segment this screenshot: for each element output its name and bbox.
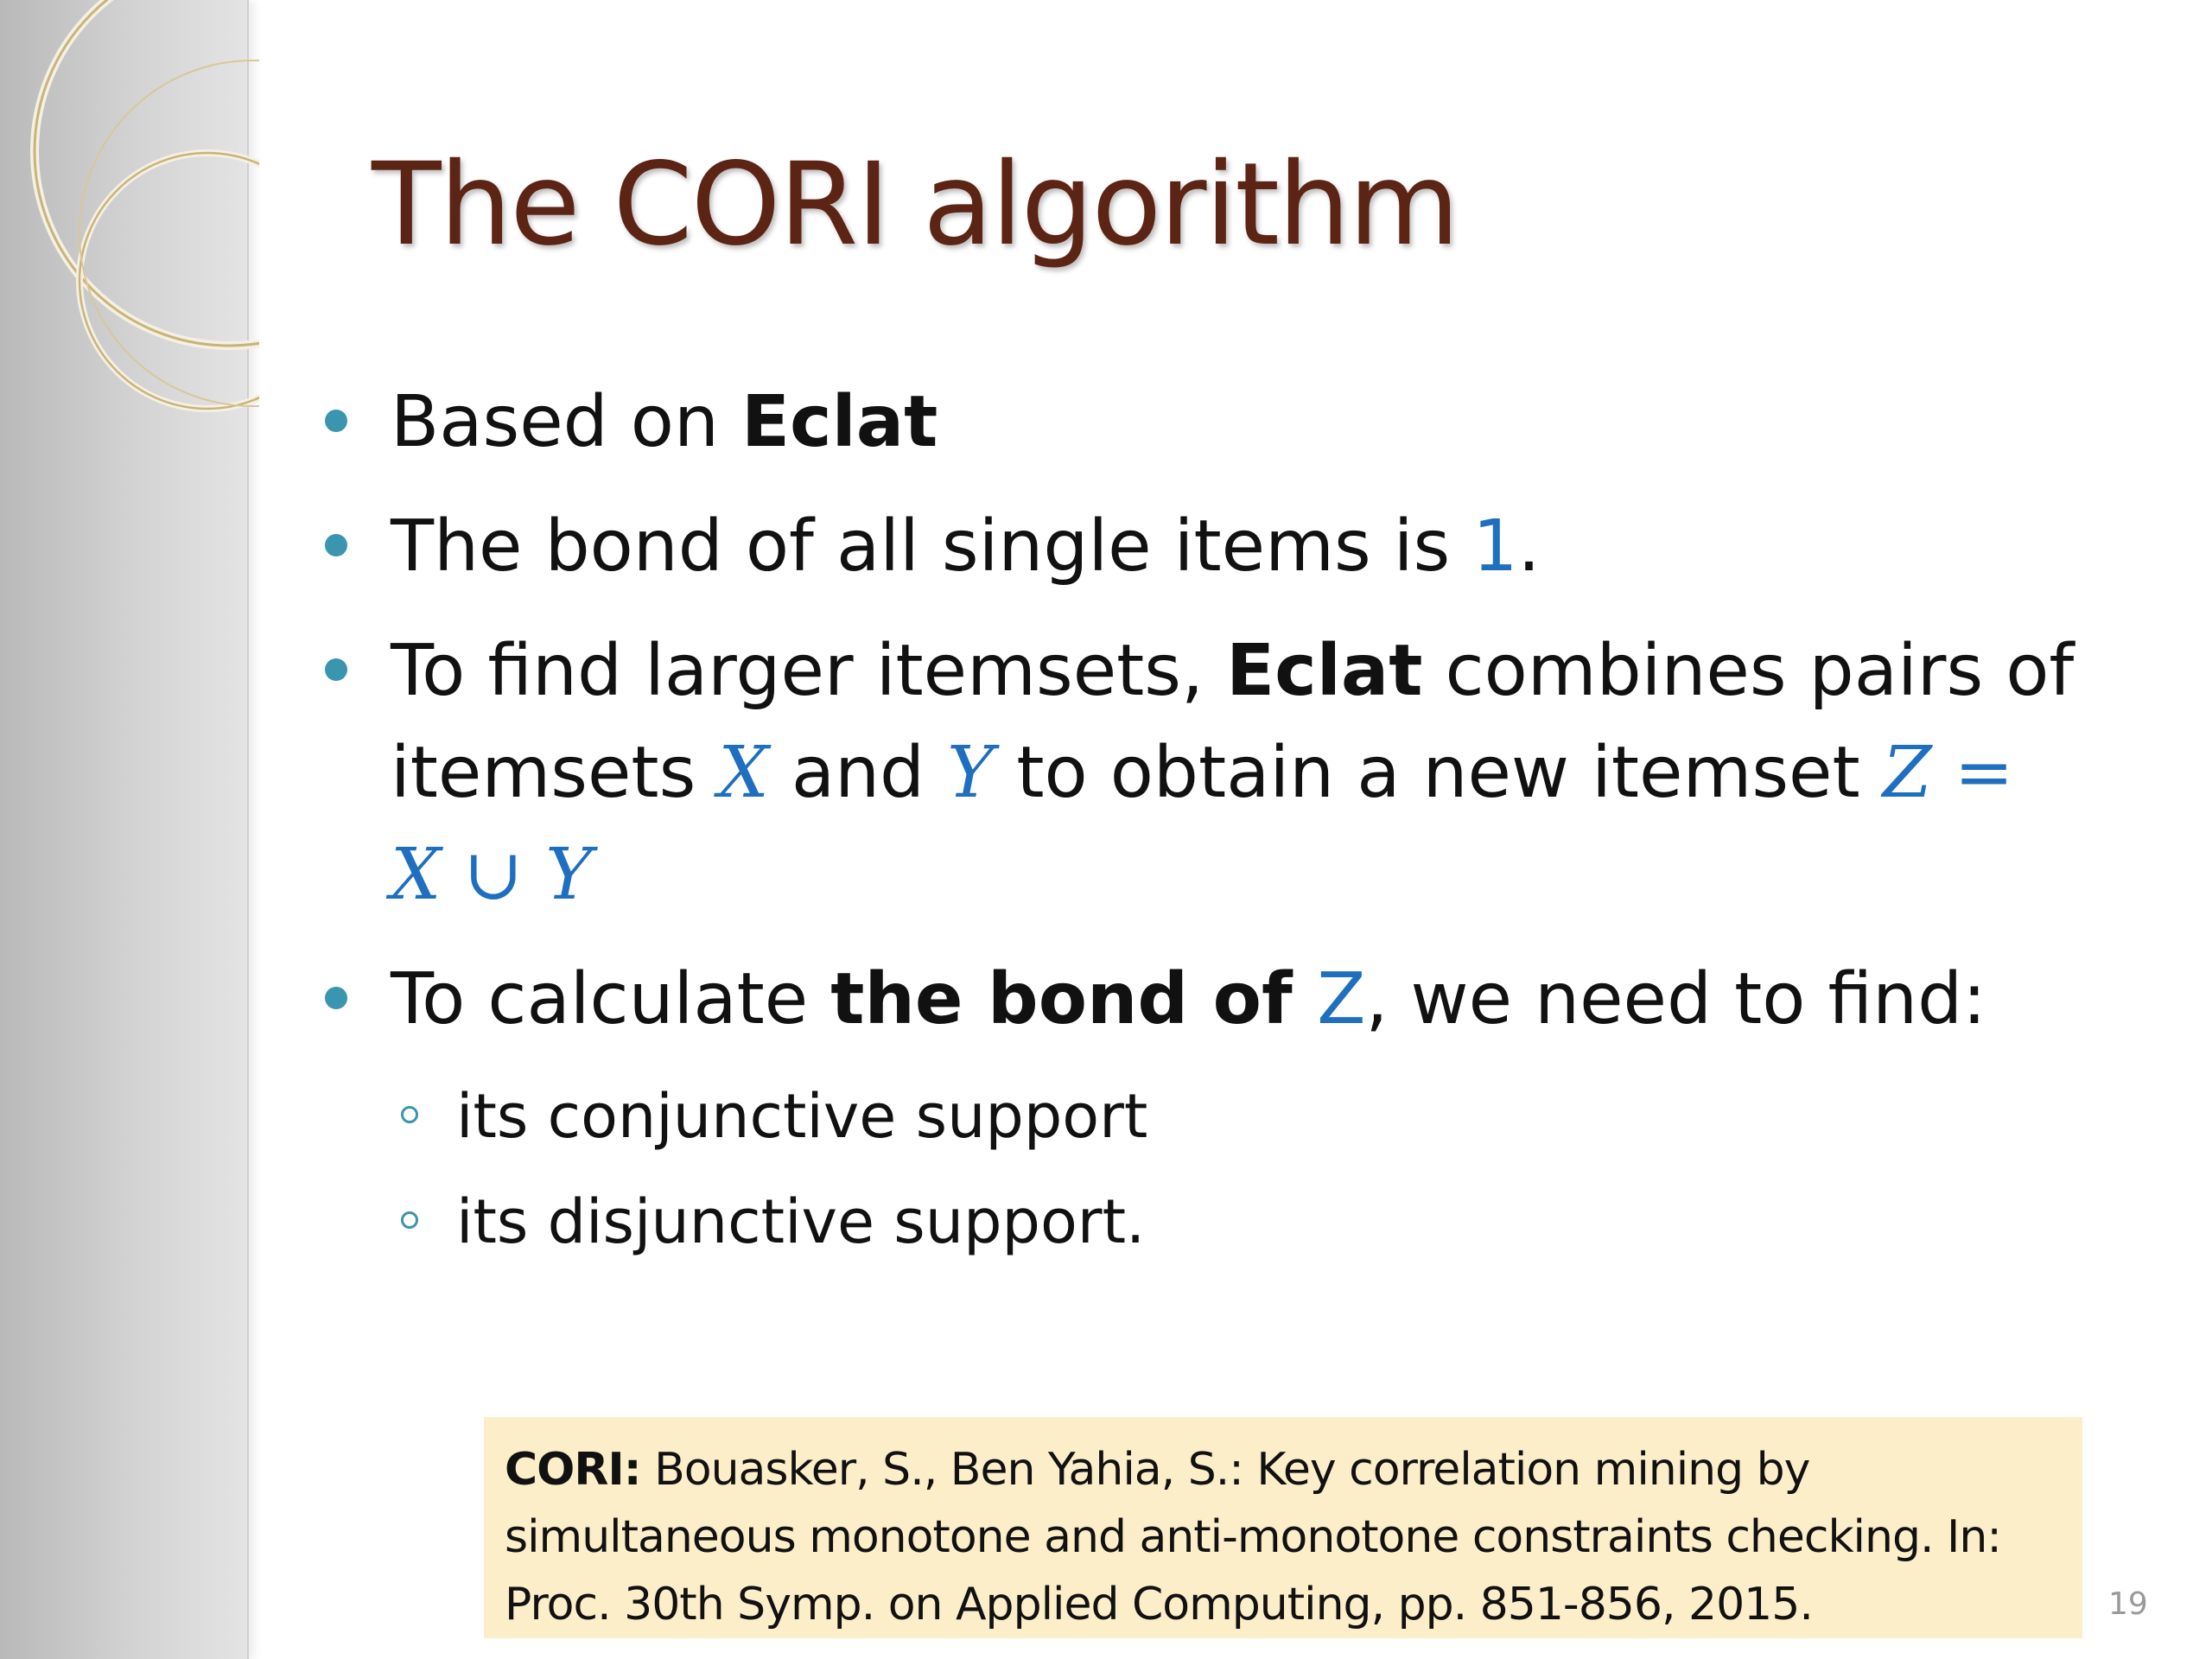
- math-equals: [1932, 732, 2014, 814]
- bond-value: 1: [1472, 505, 1518, 588]
- bullet-marker: [325, 987, 347, 1009]
- math-union-operator: [441, 834, 545, 916]
- bullet-item: [320, 496, 2100, 598]
- bullet-text: and: [768, 732, 948, 814]
- math-variable-z: Z: [1882, 732, 1932, 814]
- reference-text: Bouasker, S., Ben Yahia, S.: Key correlation mining by simultaneous monotone and anti-monotone constraints checking. In: Proc. 30th Symp. on Applied Computing, pp. 851-856, 2015.: [505, 1444, 2001, 1630]
- sub-bullet-text: its conjunctive support: [456, 1081, 1148, 1152]
- sub-bullet-marker: [401, 1106, 418, 1123]
- bullet-item: [320, 372, 2100, 474]
- bullet-marker: [325, 410, 347, 432]
- slide-number: 19: [2108, 1586, 2148, 1622]
- sub-bullet-text: its disjunctive support.: [456, 1186, 1146, 1257]
- slide-body: [320, 372, 2100, 1284]
- bullet-item: [320, 620, 2100, 926]
- bullet-item: [320, 949, 2100, 1051]
- math-variable-x: X: [718, 732, 769, 814]
- reference-box: [484, 1417, 2082, 1638]
- math-variable-z: Z: [1317, 958, 1366, 1040]
- sub-bullet-marker: [401, 1211, 418, 1229]
- bullet-suffix: .: [1517, 505, 1541, 588]
- bullet-bold-text: Eclat: [1226, 630, 1423, 712]
- bullet-text: To find larger itemsets,: [391, 630, 1227, 712]
- math-union-x: X: [391, 834, 442, 916]
- union-symbol: ∪: [463, 834, 524, 916]
- bullet-bold-text: the bond of: [830, 958, 1318, 1040]
- sub-bullet-item: [320, 1073, 2100, 1160]
- bullet-suffix: , we need to find:: [1365, 958, 1986, 1040]
- equals-sign: =: [1954, 732, 2014, 814]
- bullet-marker: [325, 534, 347, 556]
- reference-label: CORI:: [505, 1444, 641, 1496]
- bullet-marker: [325, 658, 347, 681]
- bullet-text: combines pairs of itemsets: [391, 630, 2075, 814]
- math-union-y: Y: [545, 834, 593, 916]
- sub-bullet-item: [320, 1179, 2100, 1265]
- bullet-bold-text: Eclat: [741, 381, 938, 463]
- bullet-text: Based on: [391, 381, 741, 463]
- slide-title: The CORI algorithm: [372, 138, 1459, 271]
- bullet-text: To calculate: [391, 958, 831, 1040]
- bullet-text: The bond of all single items is: [391, 505, 1473, 588]
- bullet-text: to obtain a new itemset: [994, 732, 1883, 814]
- decorative-rings: [0, 0, 259, 449]
- math-variable-y: Y: [947, 732, 995, 814]
